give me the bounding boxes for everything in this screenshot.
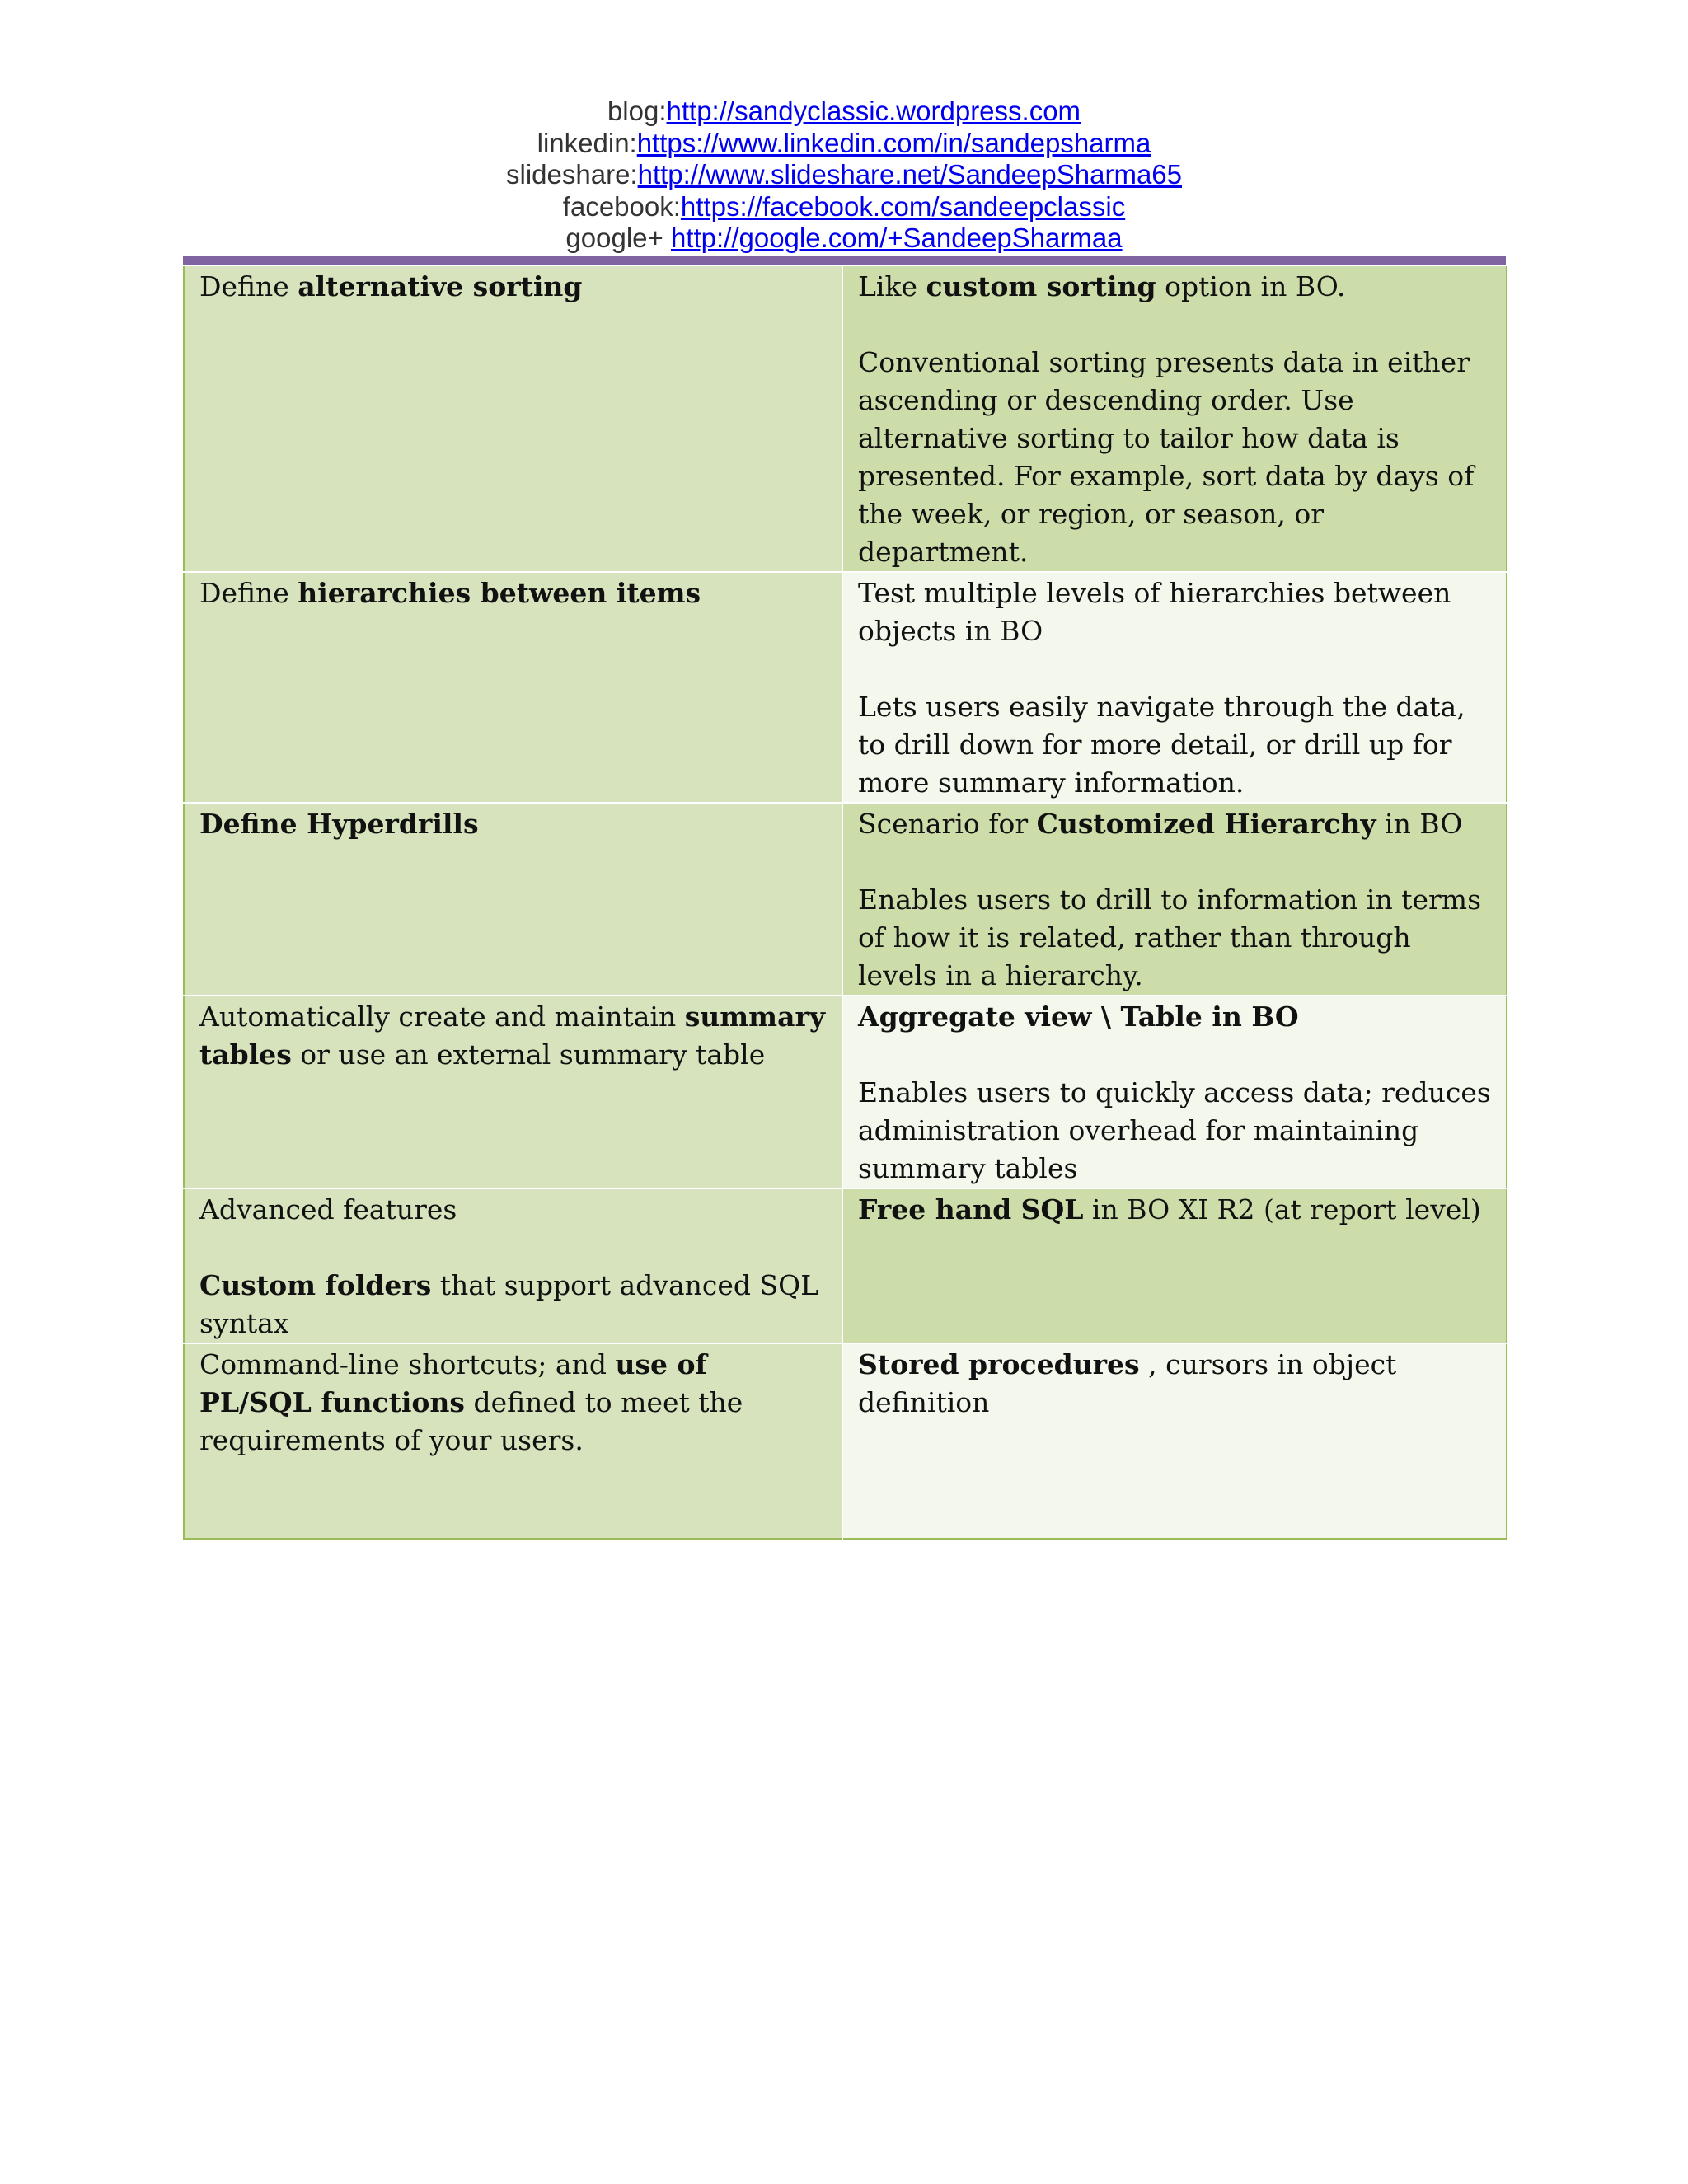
table-cell-bo-equivalent: Aggregate view \ Table in BO Enables users to quickly access data; reduces administration overhead for maintaining summary tables	[842, 996, 1507, 1188]
slideshare-label: slideshare:	[506, 159, 638, 190]
blog-label: blog:	[607, 96, 667, 126]
table-cell-bo-equivalent: Scenario for Customized Hierarchy in BO Enables users to drill to information in terms of how it is related, rather than through levels in a hierarchy.	[842, 803, 1507, 996]
cell-description: Lets users easily navigate through the data, to drill down for more detail, or drill up for more summary information.	[858, 691, 1465, 799]
table-row	[184, 1343, 1507, 1539]
cell-description: Enables users to quickly access data; reduces administration overhead for maintaining summary tables	[858, 1076, 1491, 1184]
google-link[interactable]: http://google.com/+SandeepSharmaa	[670, 223, 1123, 253]
linkedin-line	[0, 128, 1688, 160]
contact-header	[0, 96, 1688, 255]
table-row	[184, 1188, 1507, 1343]
google-line	[0, 223, 1688, 255]
facebook-label: facebook:	[562, 190, 681, 222]
slideshare-link[interactable]: http://www.slideshare.net/SandeepSharma65	[637, 159, 1182, 190]
table-cell-bo-equivalent: Stored procedures , cursors in object definition	[842, 1343, 1507, 1539]
blog-link[interactable]: http://sandyclassic.wordpress.com	[666, 96, 1081, 126]
table-row	[184, 572, 1507, 803]
linkedin-label: linkedin:	[537, 127, 637, 158]
table-cell-feature: Automatically create and maintain summary tables or use an external summary table	[184, 996, 842, 1188]
table-cell-bo-equivalent: Test multiple levels of hierarchies between objects in BO Lets users easily navigate through the data, to drill down for more detail, or drill up for more summary information.	[842, 572, 1507, 803]
table-row	[184, 265, 1507, 572]
accent-rule	[183, 256, 1506, 265]
linkedin-link[interactable]: https://www.linkedin.com/in/sandepsharma	[636, 127, 1151, 158]
table-cell-feature: Define alternative sorting	[184, 265, 842, 572]
table-cell-bo-equivalent: Like custom sorting option in BO. Conventional sorting presents data in either ascending or descending order. Use alternative sorting to tailor how data is presented. For example, sort data by days of the week, or region, or season, or department.	[842, 265, 1507, 572]
cell-description: Enables users to drill to information in terms of how it is related, rather than through levels in a hierarchy.	[858, 883, 1482, 991]
table-row	[184, 996, 1507, 1188]
table-cell-feature: Define hierarchies between items	[184, 572, 842, 803]
table-cell-feature: Command-line shortcuts; and use of PL/SQL functions defined to meet the requirements of your users.	[184, 1343, 842, 1539]
comparison-table	[183, 265, 1507, 1540]
facebook-link[interactable]: https://facebook.com/sandeepclassic	[680, 190, 1126, 222]
blog-line	[0, 96, 1688, 128]
cell-description: Conventional sorting presents data in either ascending or descending order. Use alternative sorting to tailor how data is presented. For example, sort data by days of the week, or region, or season, or department.	[858, 346, 1475, 568]
table-cell-feature: Define Hyperdrills	[184, 803, 842, 996]
slideshare-line	[0, 159, 1688, 191]
table-row	[184, 803, 1507, 996]
facebook-line	[0, 191, 1688, 223]
table-cell-bo-equivalent: Free hand SQL in BO XI R2 (at report level)	[842, 1188, 1507, 1343]
table-cell-feature: Advanced features Custom folders that support advanced SQL syntax	[184, 1188, 842, 1343]
google-label: google+	[565, 223, 671, 253]
